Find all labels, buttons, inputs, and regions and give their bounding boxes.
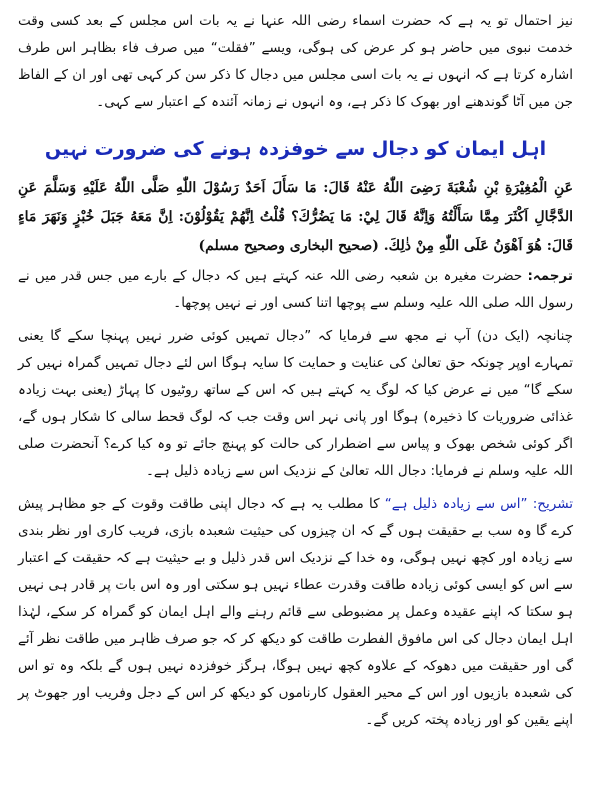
hadith-reference: (صحیح البخاری وصحیح مسلم) <box>198 238 379 254</box>
sharh-label: تشریح: <box>532 496 573 512</box>
sharh-paragraph <box>18 491 573 734</box>
hadith-arabic: عَنِ الْمُغِيْرَةِ بْنِ شُعْبَةَ رَضِىَ اللّٰهُ عَنْهُ قَالَ: مَا سَأَلَ اَحَدٌ رَسُوْلَ اللّٰهِ صَلَّى اللّٰهُ عَلَيْهِ وَسَلَّمَ عَنِ الدَّجَّالِ اَكْثَرَ مِمَّا سَأَلْتُهُ وَاِنَّهُ قَالَ لِيْ: مَا يَضُرُّكَ؟ قُلْتُ اِنَّهُمْ يَقُوْلُوْنَ: اِنَّ مَعَهُ جَبَلَ خُبْزٍ وَنَهَرَ مَاءٍ قَالَ: هُوَ اَهْوَنُ عَلَى اللّٰهِ مِنْ ذٰلِكَ. <box>18 180 573 254</box>
hadith-arabic-text <box>18 174 573 261</box>
intro-paragraph: نیز احتمال تو یہ ہے کہ حضرت اسماء رضی اللہ عنہا نے یہ بات اس مجلس کے بعد کسی وقت خدمت نبوی میں حاضر ہو کر عرض کی ہوگی، ویسے ”فقلت“ میں صرف فاء بظاہر اس طرف اشارہ کرتا ہے کہ انہوں نے یہ بات اسی مجلس میں دجال کا ذکر سن کر کہی تھی اور ان کے الفاظ جن میں آٹا گوندھنے اور بھوک کا ذکر ہے، وہ انہوں نے زمانہ آئندہ کے اعتبار سے کہی۔ <box>18 13 573 110</box>
continuation-paragraph: چنانچہ (ایک دن) آپ نے مجھ سے فرمایا کہ ”دجال تمہیں کوئی ضرر نہیں پہنچا سکے گا یعنی تمہارے اوپر چونکہ حق تعالیٰ کی عنایت و حمایت کا سایہ ہوگا اس لئے دجال تمہیں گمراہ نہیں کر سکے گا“ میں نے عرض کیا کہ لوگ یہ کہتے ہیں کہ اس کے ساتھ روٹیوں کا پہاڑ (یعنی بہت زیادہ غذائی ضروریات کا ذخیرہ) ہوگا اور پانی نہر اس وقت جب کہ لوگ قحط سالی کا شکار ہوں گے، اگر کوئی شخص بھوک و پیاس سے اضطرار کی حالت کو پہنچ جائے تو وہ کیا کرے؟ آنحضرت صلی اللہ علیہ وسلم نے فرمایا: دجال اللہ تعالیٰ کے نزدیک اس سے زیادہ ذلیل ہے۔ <box>18 328 573 479</box>
sharh-text: کا مطلب یہ ہے کہ دجال اپنی طاقت وقوت کے جو مظاہر پیش کرے گا وہ سب بے حقیقت ہوں گے کہ ان چیزوں کی حیثیت شعبدہ بازی، فریب کاری اور نظر بندی سے زیادہ اور کچھ نہیں ہوگی، وہ خدا کے نزدیک اس قدر ذلیل و بے حیثیت ہے کہ حقیقت کے اعتبار سے اس کو ایسی کوئی زیادہ طاقت وقدرت عطاء نہیں ہو سکتی اور وہ اس بات پر قادر ہی نہیں ہو سکتا کہ اپنے عقیدہ وعمل پر مضبوطی سے قائم رہنے والے اہل ایمان کو گمراہ کر سکے، لہٰذا اہل ایمان دجال کی اس مافوق الفطرت طاقت کو دیکھ کر کہ جو صرف ظاہر میں طاقت نظر آئے گی اور حقیقت میں دھوکہ کے علاوہ کچھ نہیں ہوگا، ہرگز خوفزدہ نہیں ہوں گے بلکہ وہ تو اس کی شعبدہ بازیوں اور اس کے محیر العقول کارناموں کو دیکھ کر اس کے دجل وفریب اور جھوٹ پر اپنے یقین کو اور زیادہ پختہ کریں گے۔ <box>18 496 573 728</box>
translation-prefix: ترجمہ: <box>527 268 573 284</box>
sharh-quote: ”اس سے زیادہ ذلیل ہے“ <box>384 496 528 512</box>
translation-paragraph <box>18 263 573 317</box>
section-heading: اہل ایمان کو دجال سے خوفزدہ ہونے کی ضرورت نہیں <box>44 138 547 160</box>
translation-text: حضرت مغیرہ بن شعبہ رضی اللہ عنہ کہتے ہیں کہ دجال کے بارے میں جس قدر میں نے رسول اللہ صلی اللہ علیہ وسلم سے پوچھا اتنا کسی اور نے نہیں پوچھا۔ <box>18 268 573 311</box>
